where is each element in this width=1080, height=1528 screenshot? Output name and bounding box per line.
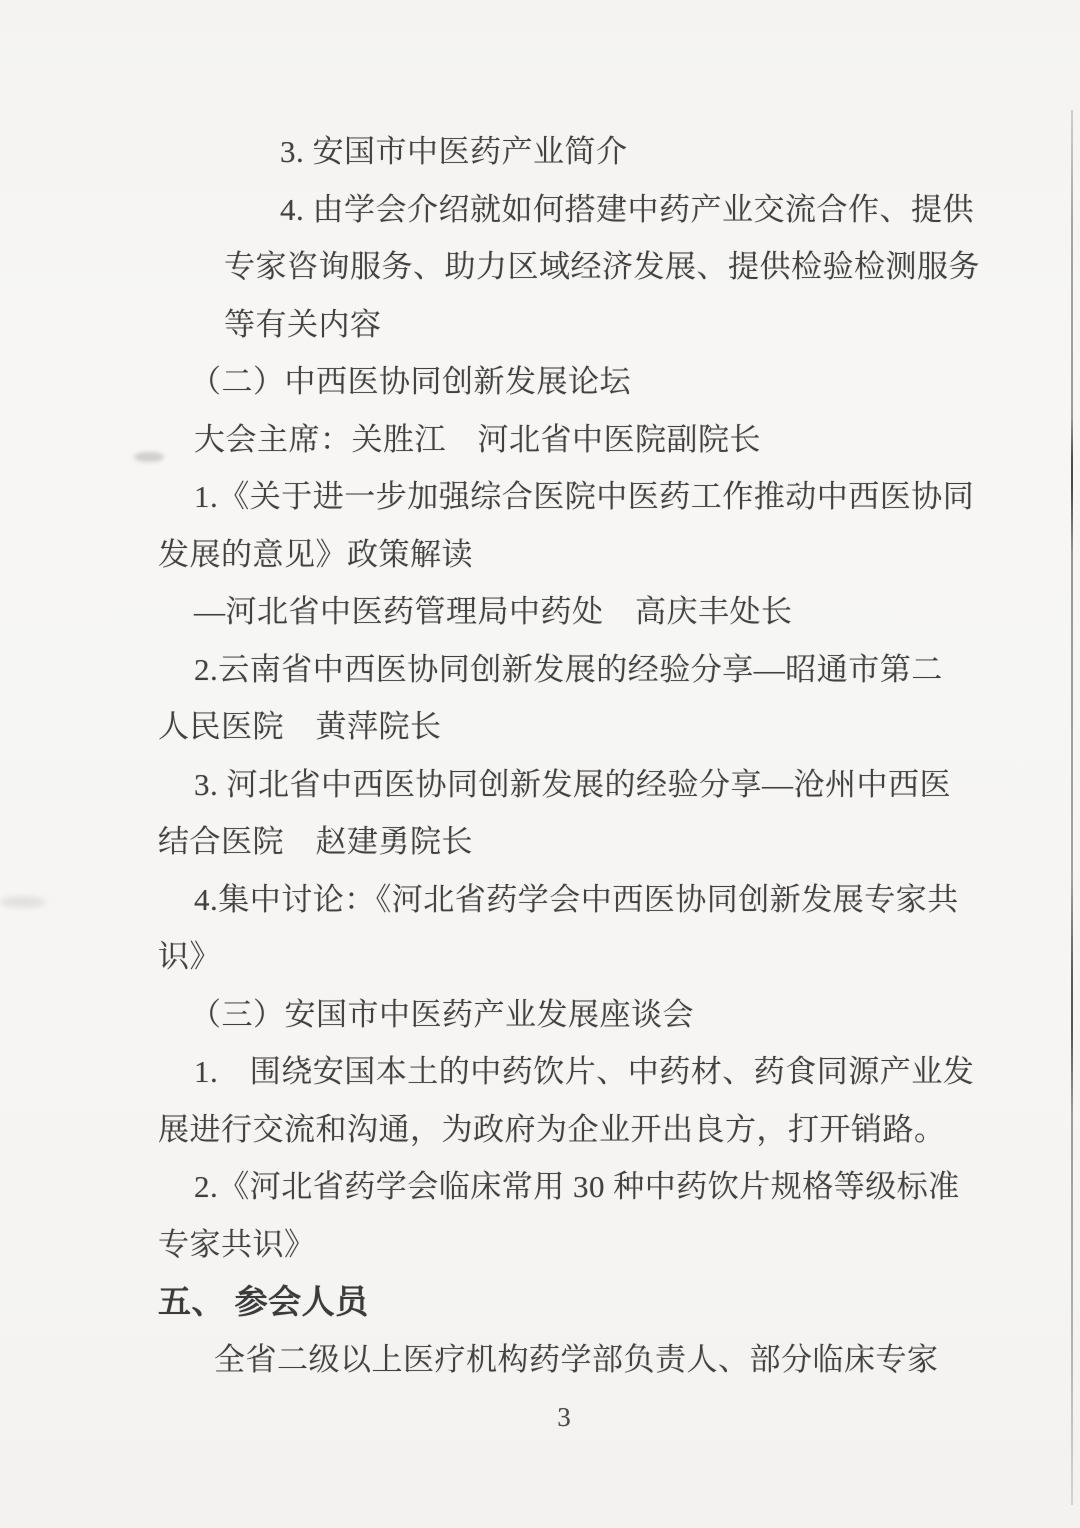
text-line: 4. 由学会介绍就如何搭建中药产业交流合作、提供 [280, 191, 974, 227]
scan-smudge-artifact [134, 452, 164, 462]
text-line: 展进行交流和沟通，为政府为企业开出良方，打开销路。 [158, 1111, 946, 1147]
text-line: 识》 [158, 939, 221, 974]
text-line: 发展的意见》政策解读 [158, 536, 473, 572]
text-line: 3. 河北省中西医协同创新发展的经验分享—沧州中西医 [194, 766, 951, 802]
text-line: 等有关内容 [224, 306, 382, 342]
text-line: 全省二级以上医疗机构药学部负责人、部分临床专家 [214, 1341, 939, 1377]
text-line: 专家咨询服务、助力区域经济发展、提供检验检测服务 [224, 249, 980, 284]
text-line: 1. 围绕安国本土的中药饮片、中药材、药食同源产业发 [194, 1054, 975, 1089]
text-line: 专家共识》 [158, 1226, 316, 1262]
document-lines [158, 123, 980, 1388]
text-line: （三）安国市中医药产业发展座谈会 [190, 996, 694, 1032]
text-line: 4.集中讨论：《河北省药学会中西医协同创新发展专家共 [194, 881, 959, 917]
scan-line-artifact [1071, 110, 1073, 1505]
text-line: 2.云南省中西医协同创新发展的经验分享—昭通市第二 [194, 651, 943, 687]
text-line: 1.《关于进一步加强综合医院中医药工作推动中西医协同 [194, 479, 975, 514]
text-line: 五、 参会人员 [158, 1283, 369, 1320]
text-line: —河北省中医药管理局中药处 高庆丰处长 [194, 594, 793, 629]
text-line: 人民医院 黄萍院长 [158, 709, 442, 744]
text-line: 3. 安国市中医药产业简介 [280, 134, 628, 169]
text-line: 结合医院 赵建勇院长 [158, 824, 473, 859]
scan-smudge-artifact [0, 896, 46, 908]
text-line: 2.《河北省药学会临床常用 30 种中药饮片规格等级标准 [194, 1169, 960, 1204]
text-line: （二）中西医协同创新发展论坛 [190, 364, 631, 399]
page-number: 3 [557, 1402, 571, 1432]
text-line: 大会主席：关胜江 河北省中医院副院长 [194, 421, 761, 457]
